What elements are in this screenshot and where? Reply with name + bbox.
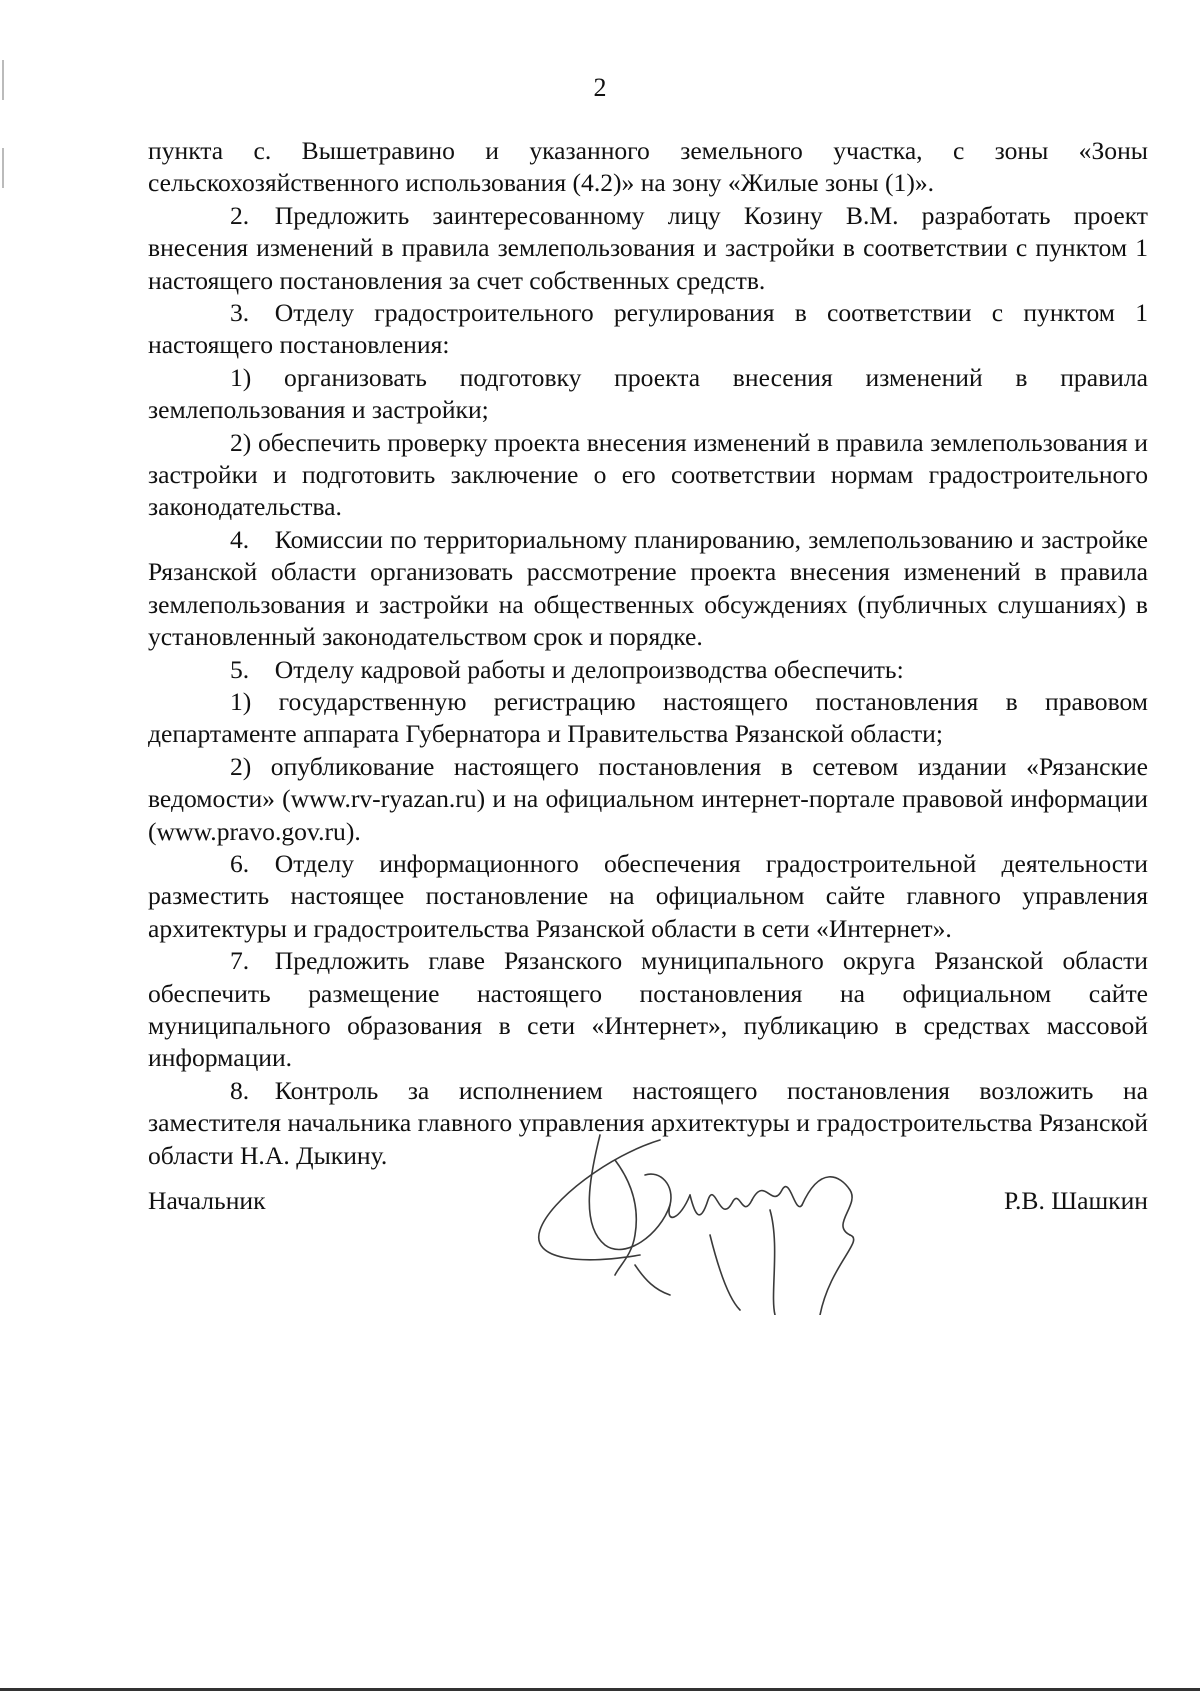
paragraph-8: 1) государственную регистрацию настоящего постановления в правовом департаменте аппарата Губернатора и Правительства Рязанской области; (148, 686, 1148, 749)
paragraph-4: 1) организовать подготовку проекта внесения изменений в правила землепользования и застройки; (148, 362, 1148, 425)
signature-row (148, 1185, 1148, 1245)
page-number: 2 (593, 73, 607, 102)
paragraph-5: 2) обеспечить проверку проекта внесения изменений в правила землепользования и застройки и подготовить заключение о его соответствии нормам градостроительного законодательства. (148, 427, 1148, 522)
paragraph-9: 2) опубликование настоящего постановления в сетевом издании «Рязанские ведомости» (www.rv-ryazan.ru) и на официальном интернет-портале правовой информации (www.pravo.gov.ru). (148, 751, 1148, 846)
signatory-name: Р.В. Шашкин (1003, 1186, 1148, 1215)
paragraph-11: 7. Предложить главе Рязанского муниципального округа Рязанской области обеспечить размещение настоящего постановления на официальном сайте муниципального образования в сети «Интернет», публикацию в средствах массовой информации. (148, 946, 1148, 1073)
bottom-rule (0, 1688, 1200, 1691)
paragraph-1: пункта с. Вышетравино и указанного земельного участка, с зоны «Зоны сельскохозяйственного использования (4.2)» на зону «Жилые зоны (1)». (148, 136, 1148, 198)
paragraph-7: 5. Отделу кадровой работы и делопроизводства обеспечить: (230, 654, 904, 684)
scan-edge-mark (2, 148, 4, 188)
paragraph-3: 3. Отделу градостроительного регулирования в соответствии с пунктом 1 настоящего постановления: (148, 298, 1148, 360)
paragraph-6: 4. Комиссии по территориальному планированию, землепользованию и застройке Рязанской области организовать рассмотрение проекта внесения изменений в правила землепользования и застройки на общественных обсуждениях (публичных слушаниях) в установленный законодательством срок и порядке. (148, 524, 1148, 652)
paragraph-2: 2. Предложить заинтересованному лицу Козину В.М. разработать проект внесения изменений в правила землепользования и застройки в соответствии с пунктом 1 настоящего постановления за счет собственных средств. (148, 200, 1148, 295)
document-body (148, 135, 1148, 1172)
paragraph-12: 8. Контроль за исполнением настоящего постановления возложить на заместителя начальника главного управления архитектуры и градостроительства Рязанской области Н.А. Дыкину. (148, 1075, 1148, 1170)
signatory-title: Начальник (148, 1186, 266, 1215)
paragraph-10: 6. Отделу информационного обеспечения градостроительной деятельности разместить настоящее постановление на официальном сайте главного управления архитектуры и градостроительства Рязанской области в сети «Интернет». (148, 848, 1148, 943)
